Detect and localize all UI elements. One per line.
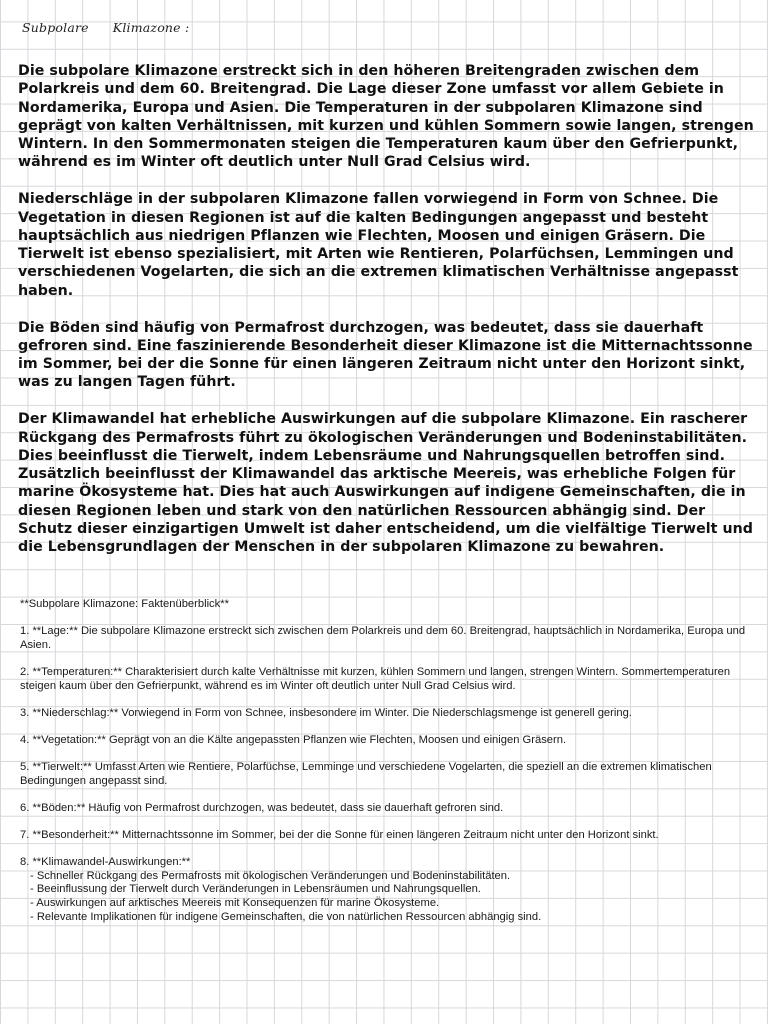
fact-klimawandel: [20, 856, 755, 924]
fact-niederschlag: 3. **Niederschlag:** Vorwiegend in Form von Schnee, insbesondere im Winter. Die Niederschlagsmenge ist generell gering.: [20, 706, 632, 719]
fact-tierwelt: 5. **Tierwelt:** Umfasst Arten wie Rentiere, Polarfüchse, Lemminge und verschiedene Vogelarten, die speziell an die extremen klimatischen Bedingungen angepasst sind.: [20, 761, 712, 787]
fact-klimawandel-title: 8. **Klimawandel-Auswirkungen:**: [20, 856, 191, 869]
klimawandel-point: - Beeinflussung der Tierwelt durch Veränderungen in Lebensräumen und Nahrungsquellen.: [30, 883, 481, 896]
klimawandel-point: - Auswirkungen auf arktisches Meereis mit Konsequenzen für marine Ökosysteme.: [30, 897, 440, 910]
klimawandel-point: - Schneller Rückgang des Permafrosts mit ökologischen Veränderungen und Bodeninstabilitäten.: [30, 869, 511, 882]
paragraph-klimawandel: Der Klimawandel hat erhebliche Auswirkungen auf die subpolare Klimazone. Ein rascherer Rückgang des Permafrosts führt zu ökologischen Veränderungen und Bodeninstabilitäten. Dies beeinflusst die Tierwelt, indem Lebensräume und Nahrungsquellen betroffen sind. Zusätzlich beeinflusst der Klimawandel das arktische Meereis, was erhebliche Folgen für marine Ökosysteme hat. Dies hat auch Auswirkungen auf indigene Gemeinschaften, die in diesen Regionen leben und stark von den natürlichen Ressourcen abhängig sind. Der Schutz dieser einzigartigen Umwelt ist daher entscheidend, um die vielfältige Tierwelt und die Lebensgrundlagen der Menschen in der subpolaren Klimazone zu bewahren.: [18, 411, 753, 556]
fact-vegetation: 4. **Vegetation:** Geprägt von an die Kälte angepassten Pflanzen wie Flechten, Moosen und einigen Gräsern.: [20, 733, 567, 746]
paragraph-lage-temperaturen: Die subpolare Klimazone erstreckt sich in den höheren Breitengraden zwischen dem Polarkreis und dem 60. Breitengrad. Die Lage dieser Zone umfasst vor allem Gebiete in Nordamerika, Europa und Asien. Die Temperaturen in der subpolaren Klimazone sind geprägt von kalten Verhältnissen, mit kurzen und kühlen Sommern sowie langen, strengen Wintern. In den Sommermonaten steigen die Temperaturen kaum über den Gefrierpunkt, während es im Winter oft deutlich unter Null Grad Celsius wird.: [18, 63, 754, 171]
klimawandel-point: - Relevante Implikationen für indigene Gemeinschaften, die von natürlichen Ressourcen abhängig sind.: [30, 910, 542, 923]
facts-title: **Subpolare Klimazone: Faktenüberblick**: [20, 598, 229, 610]
facts-overview: [20, 598, 755, 924]
main-text-block: [18, 62, 758, 575]
heading-word-subpolare: Subpolare: [22, 20, 89, 35]
fact-lage: 1. **Lage:** Die subpolare Klimazone erstreckt sich zwischen dem Polarkreis und dem 60. Breitengrad, hauptsächlich in Nordamerika, Europa und Asien.: [20, 625, 746, 651]
paragraph-boeden-mitternachtssonne: Die Böden sind häufig von Permafrost durchzogen, was bedeutet, dass sie dauerhaft gefroren sind. Eine faszinierende Besonderheit dieser Klimazone ist die Mitternachtssonne im Sommer, bei der die Sonne für einen längeren Zeitraum nicht unter den Horizont sinkt, was zu langen Tagen führt.: [18, 319, 753, 391]
fact-temperaturen: 2. **Temperaturen:** Charakterisiert durch kalte Verhältnisse mit kurzen, kühlen Sommern und langen, strengen Wintern. Sommertemperaturen steigen kaum über den Gefrierpunkt, während es im Winter oft deutlich unter Null Grad Celsius wird.: [20, 665, 731, 692]
klimawandel-points-list: [20, 870, 755, 924]
fact-besonderheit: 7. **Besonderheit:** Mitternachtssonne im Sommer, bei der die Sonne für einen längeren Zeitraum nicht unter den Horizont sinkt.: [20, 829, 659, 842]
heading-word-klimazone: Klimazone :: [112, 20, 190, 35]
paragraph-niederschlag-vegetation: Niederschläge in der subpolaren Klimazone fallen vorwiegend in Form von Schnee. Die Vegetation in diesen Regionen ist auf die kalten Bedingungen angepasst und besteht hauptsächlich aus niedrigen Pflanzen wie Flechten, Moosen und einigen Gräsern. Die Tierwelt ist ebenso spezialisiert, mit Arten wie Rentieren, Polarfüchsen, Lemmingen und verschiedenen Vogelarten, die sich an die extremen klimatischen Verhältnisse angepasst haben.: [18, 191, 739, 299]
fact-boeden: 6. **Böden:** Häufig von Permafrost durchzogen, was bedeutet, dass sie dauerhaft gefroren sind.: [20, 801, 504, 814]
handwritten-heading: [22, 20, 189, 35]
